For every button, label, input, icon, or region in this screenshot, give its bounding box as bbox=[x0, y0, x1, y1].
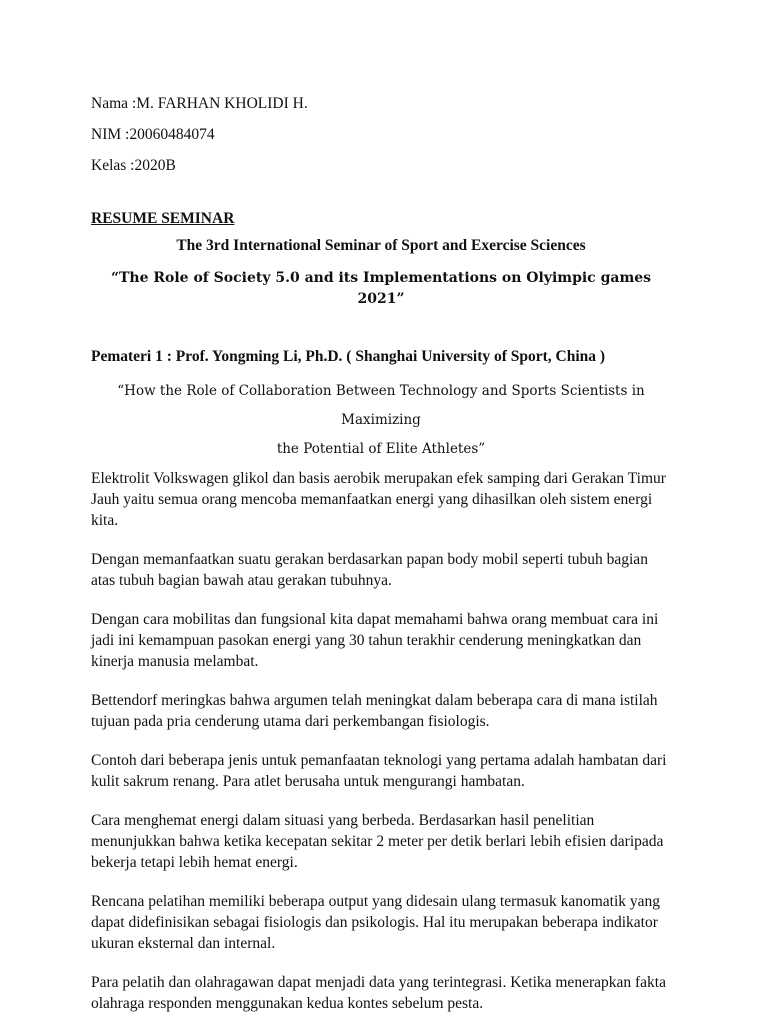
student-name: Nama :M. FARHAN KHOLIDI H. bbox=[91, 95, 308, 112]
paragraph: Rencana pelatihan memiliki beberapa output yang didesain ulang termasuk kanomatik yang dapat didefinisikan sebagai fisiologis dan psikologis. Hal itu merupakan beberapa indikator ukuran eksternal dan internal. bbox=[91, 893, 661, 952]
speaker-line: Pemateri 1 : Prof. Yongming Li, Ph.D. ( Shanghai University of Sport, China ) bbox=[91, 348, 606, 365]
paragraph: Dengan memanfaatkan suatu gerakan berdasarkan papan body mobil seperti tubuh bagian atas tubuh bagian bawah atau gerakan tubuhnya. bbox=[91, 551, 648, 589]
talk-title-line-2: the Potential of Elite Athletes” bbox=[276, 441, 486, 457]
seminar-theme: “The Role of Society 5.0 and its Implementations on Olyimpic games 2021” bbox=[110, 270, 652, 307]
paragraph: Bettendorf meringkas bahwa argumen telah meningkat dalam beberapa cara di mana istilah tujuan pada pria cenderung utama dari perkembangan fisiologis. bbox=[91, 692, 658, 730]
talk-title-line-1: “How the Role of Collaboration Between Technology and Sports Scientists in Maximizing bbox=[117, 383, 645, 428]
paragraph: Contoh dari beberapa jenis untuk pemanfaatan teknologi yang pertama adalah hambatan dari kulit sakrum renang. Para atlet berusaha untuk mengurangi hambatan. bbox=[91, 752, 667, 790]
student-nim: NIM :20060484074 bbox=[91, 126, 215, 143]
paragraph: Elektrolit Volkswagen glikol dan basis aerobik merupakan efek samping dari Gerakan Timur Jauh yaitu semua orang mencoba memanfaatkan energi yang dihasilkan oleh sistem energi kita. bbox=[91, 470, 666, 529]
student-class: Kelas :2020B bbox=[91, 157, 176, 174]
seminar-title: The 3rd International Seminar of Sport and Exercise Sciences bbox=[176, 237, 586, 254]
talk-title bbox=[91, 377, 671, 464]
resume-heading: RESUME SEMINAR bbox=[91, 210, 235, 227]
paragraph: Para pelatih dan olahragawan dapat menjadi data yang terintegrasi. Ketika menerapkan fakta olahraga responden menggunakan kedua kontes sebelum pesta. bbox=[91, 974, 666, 1012]
paragraph: Cara menghemat energi dalam situasi yang berbeda. Berdasarkan hasil penelitian menunjukkan bahwa ketika kecepatan sekitar 2 meter per detik berlari lebih efisien daripada bekerja tetapi lebih hemat energi. bbox=[91, 812, 664, 871]
paragraph: Dengan cara mobilitas dan fungsional kita dapat memahami bahwa orang membuat cara ini jadi ini kemampuan pasokan energi yang 30 tahun terakhir cenderung meningkatkan dan kinerja manusia melambat. bbox=[91, 611, 659, 670]
document-page bbox=[91, 93, 671, 1032]
